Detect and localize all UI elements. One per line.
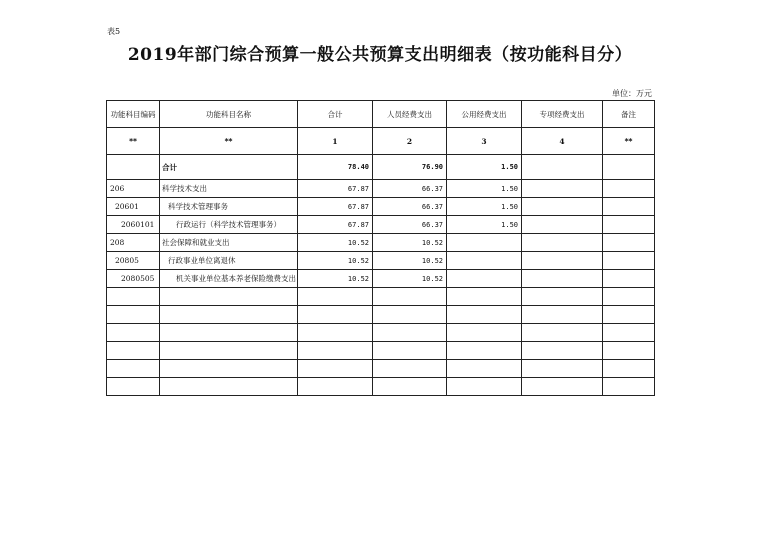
row-total: 10.52: [298, 234, 373, 252]
row-code: 2060101: [107, 216, 160, 234]
row-personnel: 10.52: [373, 234, 447, 252]
row-name: 科学技术支出: [160, 180, 298, 198]
row-total: 67.87: [298, 198, 373, 216]
row-remark: [603, 198, 655, 216]
empty-row: [107, 360, 655, 378]
total-public: 1.50: [447, 155, 522, 180]
row-code: 2080505: [107, 270, 160, 288]
row-personnel: 66.37: [373, 216, 447, 234]
header-name: 功能科目名称: [160, 101, 298, 128]
row-code: 206: [107, 180, 160, 198]
empty-row: [107, 324, 655, 342]
row-name: 科学技术管理事务: [160, 198, 298, 216]
row-personnel: 10.52: [373, 270, 447, 288]
row-remark: [603, 180, 655, 198]
header-remark: 备注: [603, 101, 655, 128]
marker-cell: **: [107, 128, 160, 155]
row-total: 67.87: [298, 180, 373, 198]
row-special: [522, 198, 603, 216]
row-name: 社会保障和就业支出: [160, 234, 298, 252]
row-total: 10.52: [298, 270, 373, 288]
row-special: [522, 234, 603, 252]
total-label: 合计: [160, 155, 298, 180]
row-personnel: 66.37: [373, 198, 447, 216]
marker-cell: 1: [298, 128, 373, 155]
header-public: 公用经费支出: [447, 101, 522, 128]
row-public: [447, 270, 522, 288]
header-code: 功能科目编码: [107, 101, 160, 128]
row-public: 1.50: [447, 216, 522, 234]
row-public: [447, 252, 522, 270]
header-row: [107, 101, 655, 128]
total-code: [107, 155, 160, 180]
header-personnel: 人员经费支出: [373, 101, 447, 128]
marker-row: [107, 128, 655, 155]
header-special: 专项经费支出: [522, 101, 603, 128]
row-total: 67.87: [298, 216, 373, 234]
table-row: [107, 216, 655, 234]
total-amount: 78.40: [298, 155, 373, 180]
total-special: [522, 155, 603, 180]
row-remark: [603, 270, 655, 288]
unit-note: 单位：万元: [612, 89, 652, 98]
row-code: 208: [107, 234, 160, 252]
budget-table: [106, 100, 655, 396]
row-total: 10.52: [298, 252, 373, 270]
marker-cell: **: [603, 128, 655, 155]
table-row: [107, 180, 655, 198]
table-row: [107, 234, 655, 252]
row-remark: [603, 216, 655, 234]
row-personnel: 10.52: [373, 252, 447, 270]
empty-row: [107, 288, 655, 306]
row-special: [522, 270, 603, 288]
empty-row: [107, 306, 655, 324]
table-row: [107, 198, 655, 216]
row-name: 行政运行（科学技术管理事务）: [160, 216, 298, 234]
row-name: 行政事业单位离退休: [160, 252, 298, 270]
marker-cell: 2: [373, 128, 447, 155]
row-special: [522, 216, 603, 234]
row-special: [522, 252, 603, 270]
table-number: 表5: [107, 27, 121, 36]
table-row: [107, 270, 655, 288]
row-remark: [603, 252, 655, 270]
row-public: [447, 234, 522, 252]
table-row: [107, 252, 655, 270]
total-personnel: 76.90: [373, 155, 447, 180]
empty-row: [107, 342, 655, 360]
row-personnel: 66.37: [373, 180, 447, 198]
row-code: 20805: [107, 252, 160, 270]
marker-cell: 3: [447, 128, 522, 155]
marker-cell: **: [160, 128, 298, 155]
marker-cell: 4: [522, 128, 603, 155]
row-special: [522, 180, 603, 198]
total-remark: [603, 155, 655, 180]
total-row: [107, 155, 655, 180]
row-code: 20601: [107, 198, 160, 216]
row-remark: [603, 234, 655, 252]
empty-row: [107, 378, 655, 396]
row-name: 机关事业单位基本养老保险缴费支出: [160, 270, 298, 288]
row-public: 1.50: [447, 198, 522, 216]
row-public: 1.50: [447, 180, 522, 198]
document-title: 2019年部门综合预算一般公共预算支出明细表（按功能科目分）: [127, 45, 633, 65]
header-total: 合计: [298, 101, 373, 128]
